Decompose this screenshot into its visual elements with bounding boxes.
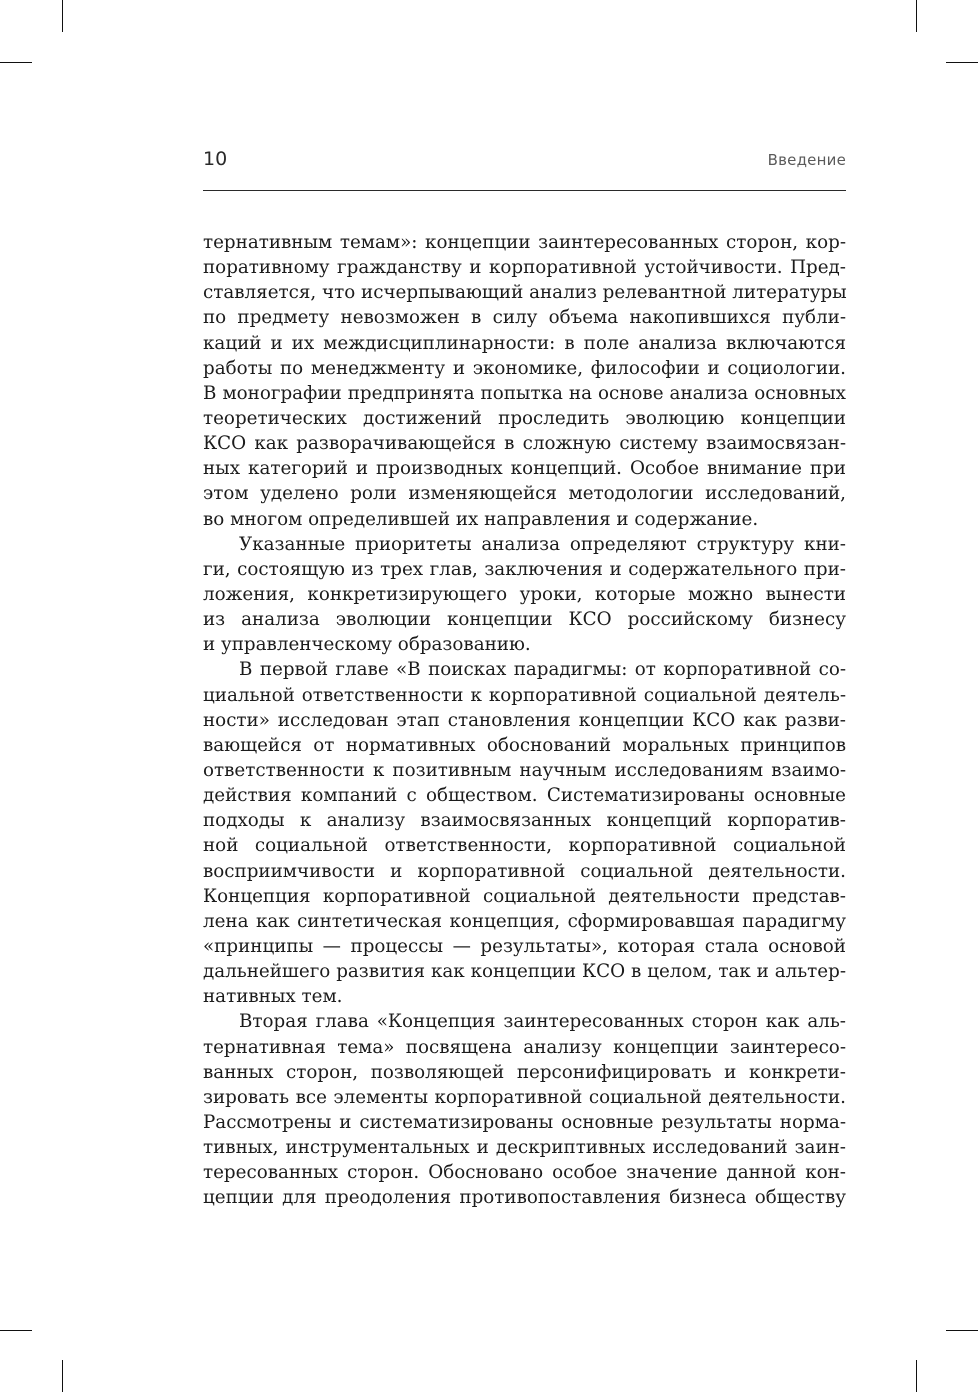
text-line: В первой главе «В поисках парадигмы: от корпоративной со- — [239, 659, 846, 681]
text-line: теоретических достижений проследить эволюцию концепции — [203, 407, 846, 429]
text-line: Рассмотрены и систематизированы основные результаты норма- — [203, 1111, 846, 1133]
text-line: циальной ответственности к корпоративной социальной деятель- — [203, 684, 846, 706]
text-line: по предмету невозможен в силу объема накопившихся публи- — [203, 307, 846, 329]
text-line: ных категорий и производных концепций. Особое внимание при — [203, 458, 846, 480]
text-line: тивных, инструментальных и дескриптивных исследований заин- — [203, 1137, 846, 1159]
text-line: ной социальной ответственности, корпоративной социальной — [203, 835, 846, 857]
text-line: во многом определившей их направления и содержание. — [203, 508, 759, 530]
text-line: лена как синтетическая концепция, сформировавшая парадигму — [203, 910, 846, 932]
text-line: тернативная тема» посвящена анализу концепции заинтересо- — [203, 1036, 846, 1058]
paragraph — [203, 230, 846, 532]
text-line: цепции для преодоления противопоставления бизнеса обществу — [203, 1187, 846, 1209]
paragraph — [203, 532, 846, 658]
body-text — [203, 230, 846, 1210]
text-line: подходы к анализу взаимосвязанных концепций корпоратив- — [203, 810, 846, 832]
crop-mark-bottom-right-h — [946, 1330, 978, 1331]
text-line: вающейся от нормативных обоснований моральных принципов — [203, 734, 846, 756]
text-line: зировать все элементы корпоративной социальной деятельности. — [203, 1086, 846, 1108]
text-line: ложения, конкретизирующего уроки, которые можно вынести — [203, 583, 846, 605]
paragraph — [203, 657, 846, 1009]
text-line: ги, состоящую из трех глав, заключения и содержательного при- — [203, 558, 846, 580]
text-line: поративному гражданству и корпоративной устойчивости. Пред- — [203, 257, 846, 279]
text-line: из анализа эволюции концепции КСО российскому бизнесу — [203, 609, 846, 631]
text-line: нативных тем. — [203, 986, 343, 1008]
paragraph — [203, 1009, 846, 1210]
crop-mark-top-left — [62, 0, 63, 32]
crop-mark-bottom-left — [62, 1360, 63, 1392]
crop-mark-bottom-left-h — [0, 1330, 32, 1331]
page-header — [203, 146, 846, 191]
text-line: КСО как разворачивающейся в сложную систему взаимосвязан- — [203, 433, 846, 455]
text-line: восприимчивости и корпоративной социальной деятельности. — [203, 860, 846, 882]
text-line: ванных сторон, позволяющей персонифицировать и конкрети- — [203, 1061, 846, 1083]
text-line: Концепция корпоративной социальной деятельности представ- — [203, 885, 846, 907]
crop-mark-bottom-right — [916, 1360, 917, 1392]
running-head: Введение — [767, 151, 846, 169]
text-line: тернативным темам»: концепции заинтересованных сторон, кор- — [203, 232, 846, 253]
text-line: дальнейшего развития как концепции КСО в целом, так и альтер- — [203, 961, 846, 983]
crop-mark-top-left-h — [0, 62, 32, 63]
text-line: и управленческому образованию. — [203, 634, 531, 656]
text-line: действия компаний с обществом. Систематизированы основные — [203, 785, 846, 807]
text-line: ности» исследован этап становления концепции КСО как разви- — [203, 709, 846, 731]
text-line: ответственности к позитивным научным исследованиям взаимо- — [203, 759, 846, 781]
text-line: Указанные приоритеты анализа определяют структуру кни- — [239, 533, 846, 555]
text-line: работы по менеджменту и экономике, философии и социологии. — [203, 357, 846, 379]
text-line: этом уделено роли изменяющейся методологии исследований, — [203, 483, 846, 505]
page-number: 10 — [203, 148, 228, 170]
text-line: Вторая глава «Концепция заинтересованных сторон как аль- — [239, 1011, 846, 1033]
text-line: ставляется, что исчерпывающий анализ релевантной литературы — [203, 282, 847, 304]
crop-mark-top-right — [916, 0, 917, 32]
text-line: тересованных сторон. Обосновано особое значение данной кон- — [203, 1162, 846, 1184]
crop-mark-top-right-h — [946, 62, 978, 63]
text-line: каций и их междисциплинарности: в поле анализа включаются — [203, 332, 846, 354]
text-line: «принципы — процессы — результаты», которая стала основой — [203, 935, 846, 957]
text-line: В монографии предпринята попытка на основе анализа основных — [203, 382, 846, 404]
